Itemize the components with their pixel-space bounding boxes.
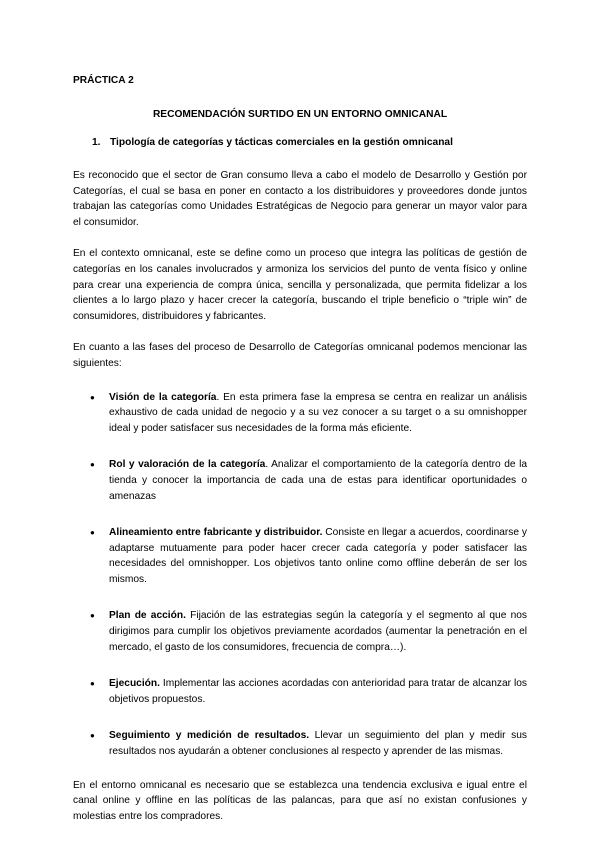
list-item bbox=[73, 457, 527, 504]
phase-text: . Analizar el comportamiento de la categoría dentro de la tienda y conocer la importancia de cada una de estas para identificar oportunidades o amenazas bbox=[109, 459, 527, 502]
phase-term: Alineamiento entre fabricante y distribuidor. bbox=[109, 527, 323, 539]
phase-text: . En esta primera fase la empresa se centra en realizar un análisis exhaustivo de cada unidad de negocio y a su vez conocer a su target o a su omnishopper ideal y poder satisfacer sus necesidades de la forma más eficiente. bbox=[109, 391, 527, 434]
bullet-icon: ● bbox=[90, 679, 95, 689]
bullet-icon: ● bbox=[90, 528, 95, 538]
bullet-icon: ● bbox=[90, 392, 95, 402]
phase-term: Rol y valoración de la categoría bbox=[109, 459, 266, 471]
paragraph-closing: En el entorno omnicanal es necesario que se establezca una tendencia exclusiva e igual entre el canal online y offline en las políticas de las palancas, para que así no existan confusiones y molestias entre los compradores. bbox=[73, 779, 527, 822]
phase-term: Visión de la categoría bbox=[109, 391, 217, 403]
practice-title: PRÁCTICA 2 bbox=[73, 75, 134, 86]
paragraph-omnichannel-context: En el contexto omnicanal, este se define como un proceso que integra las políticas de gestión de categorías en los canales involucrados y armoniza los servicios del punto de venta físico y online para crear una experiencia de compra única, sencilla y personalizada, que permita fidelizar a los clientes a lo largo plazo y hacer crecer la categoría, buscando el triple beneficio o “triple win” de consumidores, distribuidores y fabricantes. bbox=[73, 248, 527, 322]
list-item bbox=[73, 608, 527, 655]
list-item bbox=[73, 676, 527, 707]
phase-term: Plan de acción. bbox=[109, 610, 186, 622]
section-number: 1. bbox=[92, 137, 101, 148]
list-item bbox=[73, 728, 527, 759]
phase-term: Seguimiento y medición de resultados. bbox=[109, 730, 310, 742]
phase-text: Consiste en llegar a acuerdos, coordinarse y adaptarse mutuamente para poder hacer crecer cada categoría y poder satisfacer las necesidades del omnishopper. Los objetivos tanto online como offline deberán de ser los mismos. bbox=[109, 527, 527, 585]
phases-list bbox=[73, 390, 527, 760]
list-item bbox=[73, 390, 527, 437]
section-heading bbox=[92, 136, 527, 150]
main-title: RECOMENDACIÓN SURTIDO EN UN ENTORNO OMNICANAL bbox=[152, 109, 448, 120]
phase-term: Ejecución. bbox=[109, 678, 160, 690]
list-item bbox=[73, 525, 527, 587]
phase-text: Llevar un seguimiento del plan y medir sus resultados nos ayudarán a obtener conclusiones al respecto y aprender de las mismas. bbox=[109, 730, 527, 758]
paragraph-phases-intro: En cuanto a las fases del proceso de Desarrollo de Categorías omnicanal podemos mencionar las siguientes: bbox=[73, 342, 527, 369]
section-title: Tipología de categorías y tácticas comerciales en la gestión omnicanal bbox=[110, 137, 453, 148]
paragraph-intro: Es reconocido que el sector de Gran consumo lleva a cabo el modelo de Desarrollo y Gestión por Categorías, el cual se basa en poner en contacto a los distribuidores y proveedores donde juntos trabajan las categorías como Unidades Estratégicas de Negocio para generar un mayor valor para el consumidor. bbox=[73, 170, 527, 228]
phase-text: Implementar las acciones acordadas con anterioridad para tratar de alcanzar los objetivos propuestos. bbox=[109, 678, 527, 705]
bullet-icon: ● bbox=[90, 460, 95, 470]
bullet-icon: ● bbox=[90, 611, 95, 621]
phase-text: Fijación de las estrategias según la categoría y el segmento al que nos dirigimos para cumplir los objetivos previamente acordados (aumentar la penetración en el mercado, el gasto de los consumidores, frecuencia de compra…). bbox=[109, 610, 527, 653]
bullet-icon: ● bbox=[90, 731, 95, 741]
